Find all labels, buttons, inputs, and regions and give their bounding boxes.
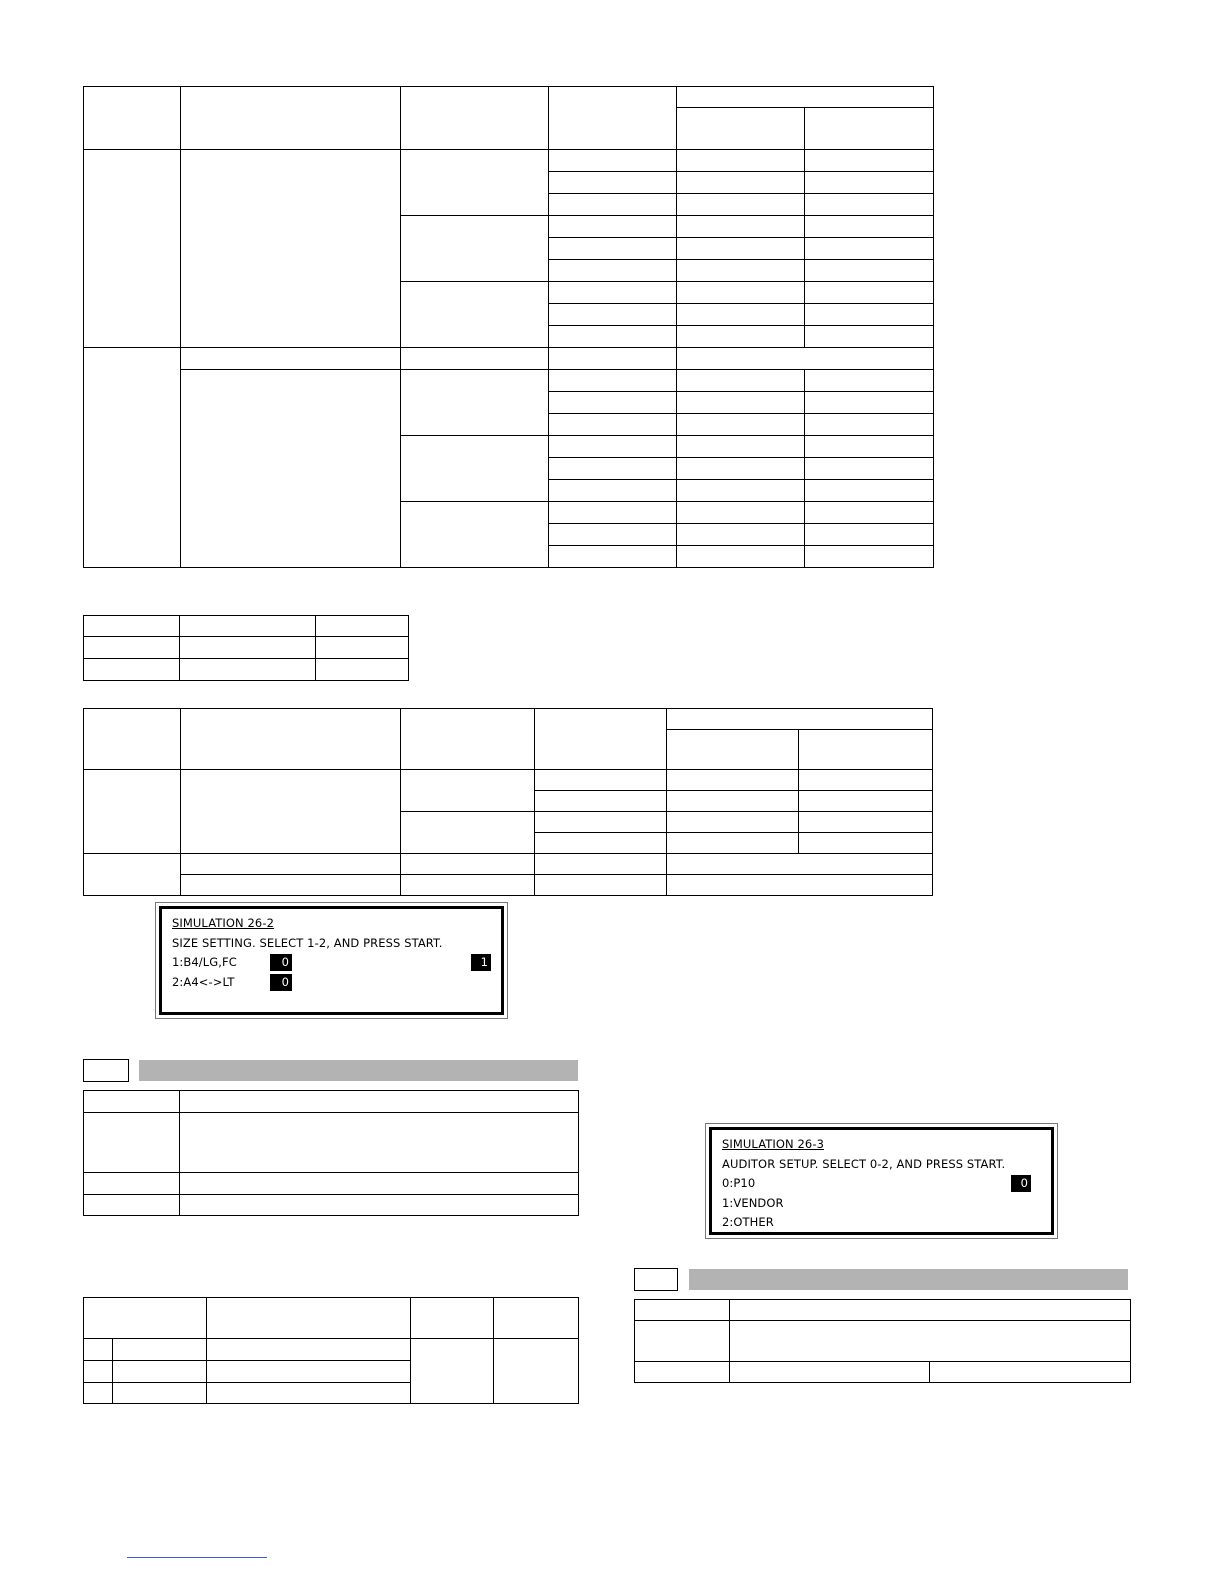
display-current-value: 1 <box>471 954 491 971</box>
table-header-cell <box>677 108 805 150</box>
table-header-cell <box>411 1298 494 1339</box>
footer-link[interactable] <box>127 1557 267 1558</box>
table-header-cell <box>494 1298 579 1339</box>
table-row <box>84 1339 579 1361</box>
setting-table-2 <box>83 615 409 681</box>
display-item-value: 0 <box>270 954 292 971</box>
table-row <box>84 1173 579 1195</box>
display-item-label: 1:B4/LG,FC <box>172 955 237 969</box>
table-header-cell <box>549 87 677 150</box>
display-title: SIMULATION 26-2 <box>172 916 275 930</box>
table-header-cell <box>181 709 401 770</box>
display-instruction: AUDITOR SETUP. SELECT 0-2, AND PRESS START. <box>722 1157 1006 1171</box>
section-title-bar <box>139 1060 578 1081</box>
table-header-cell <box>805 108 934 150</box>
table-header-cell <box>207 1298 411 1339</box>
section-title-bar <box>689 1269 1128 1290</box>
table-row <box>635 1362 1131 1383</box>
info-table-right <box>634 1299 1131 1383</box>
display-item-label: 2:OTHER <box>722 1215 774 1229</box>
table-row <box>84 637 409 659</box>
table-header-cell <box>535 709 667 770</box>
table-row <box>84 1113 579 1173</box>
table-header-cell <box>799 730 933 770</box>
display-item-label: 2:A4<->LT <box>172 975 235 989</box>
display-instruction: SIZE SETTING. SELECT 1-2, AND PRESS START. <box>172 936 443 950</box>
table-row <box>84 1091 579 1113</box>
setting-table-5 <box>83 1297 579 1404</box>
table-header-cell <box>401 709 535 770</box>
section-number-box <box>83 1059 129 1082</box>
table-row <box>84 659 409 681</box>
table-header-cell <box>84 87 181 150</box>
display-item-value: 0 <box>1011 1175 1031 1192</box>
table-row <box>84 150 934 172</box>
display-item-value: 0 <box>270 974 292 991</box>
section-number-box <box>634 1268 678 1291</box>
simulation-26-3-display <box>705 1123 1058 1239</box>
table-row <box>635 1300 1131 1321</box>
table-header-cell <box>181 87 401 150</box>
display-frame <box>709 1127 1054 1235</box>
table-row <box>84 875 933 896</box>
table-row <box>84 348 934 370</box>
table-row <box>84 616 409 637</box>
table-row <box>84 770 933 791</box>
table-header-cell <box>677 87 934 108</box>
table-header-cell <box>84 1298 207 1339</box>
display-title: SIMULATION 26-3 <box>722 1137 825 1151</box>
setting-table-1 <box>83 86 934 568</box>
table-header-cell <box>84 709 181 770</box>
table-header-cell <box>401 87 549 150</box>
display-item-label: 1:VENDOR <box>722 1196 784 1210</box>
table-row <box>84 1195 579 1216</box>
table-row <box>84 854 933 875</box>
info-table-left <box>83 1090 579 1216</box>
table-row <box>635 1321 1131 1362</box>
table-header-cell <box>667 709 933 730</box>
simulation-26-2-display <box>155 902 508 1019</box>
setting-table-3 <box>83 708 933 896</box>
table-header-cell <box>667 730 799 770</box>
display-frame <box>159 906 504 1015</box>
table-row <box>84 370 934 392</box>
display-item-label: 0:P10 <box>722 1176 756 1190</box>
